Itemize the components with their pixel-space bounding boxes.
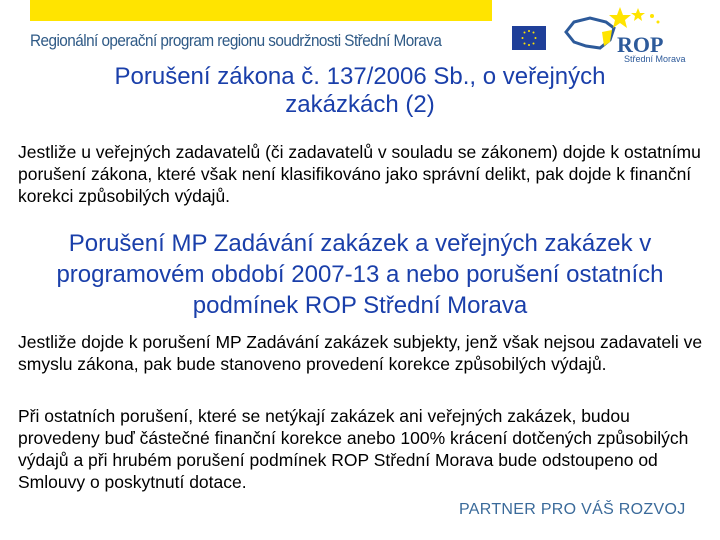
paragraph: Při ostatních porušení, které se netýkají zakázek ani veřejných zakázek, budou provedeny buď částečné finanční korekce anebo 100% krácení dotčených způsobilých výdajů a při hrubém porušení podmínek ROP Střední Morava bude odstoupeno od Smlouvy o poskytnutí dotace. xyxy=(18,406,689,492)
section-title: Porušení zákona č. 137/2006 Sb., o veřejných zakázkách (2) xyxy=(114,63,606,118)
logo-subtext: Střední Morava xyxy=(624,54,686,64)
logo-text: ROP xyxy=(617,32,664,57)
section-title: Porušení MP Zadávání zakázek a veřejných zakázek v programovém období 2007-13 a nebo porušení ostatních podmínek ROP Střední Morava xyxy=(56,230,664,319)
paragraph: Jestliže dojde k porušení MP Zadávání zakázek subjekty, jenž však nejsou zadavateli ve smyslu zákona, pak bude stanoveno provedení korekce způsobilých výdajů. xyxy=(18,332,703,374)
program-name: Regionální operační program regionu soudržnosti Střední Morava xyxy=(30,31,442,50)
footer-slogan: PARTNER PRO VÁŠ ROZVOJ xyxy=(459,501,686,518)
eu-flag-icon xyxy=(512,26,546,50)
paragraph: Jestliže u veřejných zadavatelů (či zadavatelů v souladu se zákonem) dojde k ostatnímu porušení zákona, které však není klasifikováno jako správní delikt, pak dojde k finanční korekci způsobilých výdajů. xyxy=(18,142,701,206)
header-yellow-bar xyxy=(30,0,492,21)
